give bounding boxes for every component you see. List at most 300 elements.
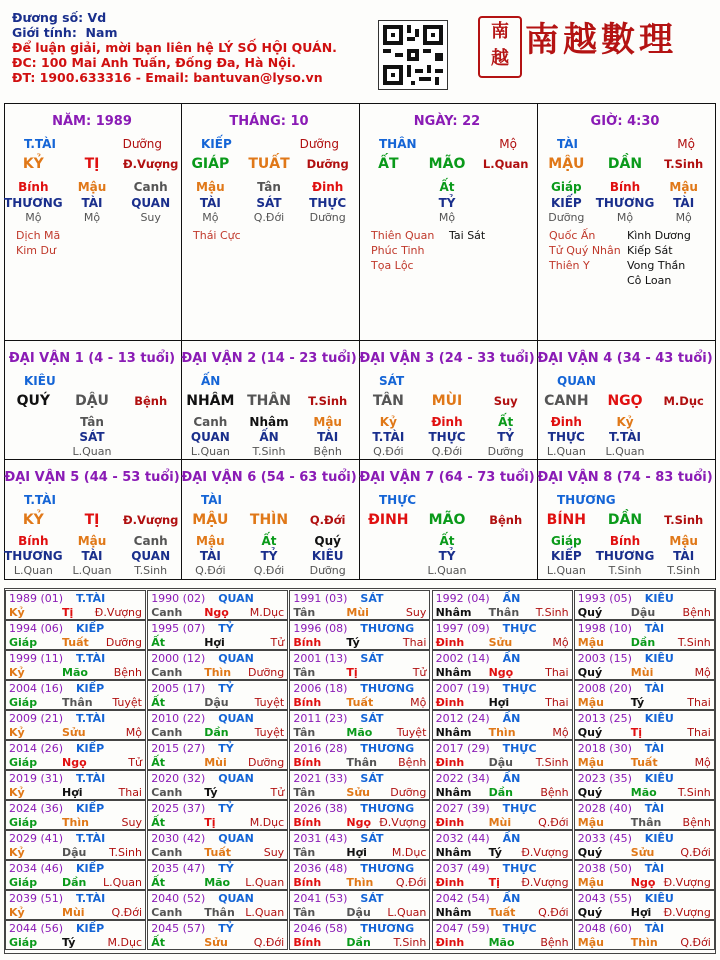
hidden-h2-0 xyxy=(359,195,418,211)
year-state: Đ.Vượng xyxy=(663,876,711,889)
hidden-h3-1: L.Quan xyxy=(72,564,112,577)
year-stem: Quý xyxy=(577,666,603,679)
hidden-row-h3 xyxy=(181,563,357,579)
year-cell xyxy=(432,710,573,740)
year-cell xyxy=(289,680,430,710)
hidden-h1-1: Tân xyxy=(80,415,104,429)
dai-van-6 xyxy=(181,460,357,578)
year-ten-god: TỶ xyxy=(218,922,234,935)
year-ten-god: THƯƠNG xyxy=(360,862,415,875)
hidden-h2-0: QUAN xyxy=(190,430,230,444)
dai-van-ten-god: ẤN xyxy=(201,374,221,388)
year-cell xyxy=(289,770,430,800)
contact-invite: Để luận giải, mời bạn liên hệ LÝ SỐ HỘI QUÁN. xyxy=(12,40,337,55)
dai-van-7 xyxy=(359,460,535,578)
year-cell xyxy=(574,800,715,830)
hidden-h2-2 xyxy=(476,195,535,211)
year-ten-god: KIÊU xyxy=(644,892,674,905)
year-branch: Mùi xyxy=(488,816,512,829)
year-ten-god: TÀI xyxy=(644,862,665,875)
year-cell xyxy=(574,740,715,770)
dai-van-1 xyxy=(4,341,180,459)
dai-van-main-row xyxy=(537,512,713,528)
dai-van-title: ĐẠI VẬN 2 (14 - 23 tuổi) xyxy=(181,351,357,366)
year-cell xyxy=(147,800,288,830)
year-state: Q.Đới xyxy=(538,816,569,829)
year-label: 2035 (47) xyxy=(151,862,206,875)
year-cell xyxy=(432,860,573,890)
hidden-row-h3 xyxy=(181,210,357,226)
hidden-h1-0: Bính xyxy=(18,534,49,548)
year-state: Q.Đới xyxy=(538,906,569,919)
hidden-row-h1 xyxy=(181,179,357,195)
year-branch: Sửu xyxy=(630,846,655,859)
hidden-row-h2 xyxy=(537,548,713,564)
year-label: 1999 (11) xyxy=(9,652,64,665)
heavenly-stem: CANH xyxy=(544,393,589,409)
year-state: Mộ xyxy=(552,636,569,649)
pillar-top-state: Mộ xyxy=(677,137,695,151)
year-stem: Mậu xyxy=(577,696,604,709)
year-stem: Giáp xyxy=(9,636,38,649)
year-state: Thai xyxy=(687,696,711,709)
hidden-h3-1: Mộ xyxy=(616,211,634,224)
year-state: T.Sinh xyxy=(109,846,142,859)
year-cell xyxy=(432,650,573,680)
hidden-h2-1: ẤN xyxy=(259,430,279,444)
hidden-row-h1 xyxy=(181,414,357,430)
hidden-row-h2 xyxy=(537,429,713,445)
year-label: 2021 (33) xyxy=(293,772,348,785)
hidden-h3-0: Dưỡng xyxy=(548,211,585,224)
hidden-h1-2: Ất xyxy=(498,415,514,429)
star-left: Kim Dư xyxy=(16,244,56,257)
hidden-h1-2 xyxy=(476,179,535,195)
year-stem: Đinh xyxy=(435,756,465,769)
hidden-h2-0 xyxy=(359,548,418,564)
year-state: Bệnh xyxy=(113,666,142,679)
hidden-row-h3 xyxy=(181,444,357,460)
dai-van-title: ĐẠI VẬN 5 (44 - 53 tuổi) xyxy=(4,470,180,485)
year-cell xyxy=(574,650,715,680)
hidden-h1-0: Canh xyxy=(193,415,228,429)
year-label: 1989 (01) xyxy=(9,592,64,605)
year-ten-god: SÁT xyxy=(360,832,384,845)
hidden-h1-0 xyxy=(4,414,63,430)
year-cell xyxy=(147,830,288,860)
year-cell xyxy=(147,620,288,650)
hidden-h3-2 xyxy=(476,210,535,226)
year-state: Dưỡng xyxy=(248,666,285,679)
year-state: T.Sinh xyxy=(677,636,711,649)
year-branch: Thân xyxy=(630,816,662,829)
year-branch: Thân xyxy=(204,906,235,919)
year-label: 2006 (18) xyxy=(293,682,348,695)
pillar-0 xyxy=(4,104,180,339)
hidden-h3-0: L.Quan xyxy=(13,564,53,577)
year-cell xyxy=(5,920,146,950)
pillar-top-state: Mộ xyxy=(499,137,517,151)
year-label: 2038 (50) xyxy=(577,862,632,875)
dai-van-title: ĐẠI VẬN 4 (34 - 43 tuổi) xyxy=(537,351,713,366)
year-stem: Tân xyxy=(293,906,316,919)
year-cell xyxy=(147,860,288,890)
dai-van-main-row xyxy=(359,512,535,528)
hidden-h3-0: L.Quan xyxy=(546,445,586,458)
year-branch: Tuất xyxy=(204,846,231,859)
year-state: Tử xyxy=(270,786,285,799)
year-ten-god: THƯƠNG xyxy=(360,802,415,815)
hidden-row-h3 xyxy=(4,563,180,579)
year-ten-god: T.TÀI xyxy=(76,592,106,605)
hidden-row-h2 xyxy=(359,548,535,564)
year-ten-god: THƯƠNG xyxy=(360,922,415,935)
year-stem: Tân xyxy=(293,606,316,619)
hidden-h1-1: Bính xyxy=(609,180,641,194)
star-left: Quốc Ấn xyxy=(549,229,596,242)
dai-van-ten-god: QUAN xyxy=(557,374,596,388)
year-state: Đ.Vượng xyxy=(94,606,142,619)
hidden-h1-0 xyxy=(359,533,418,549)
year-stem: Mậu xyxy=(577,636,604,649)
year-label: 2019 (31) xyxy=(9,772,64,785)
hidden-h3-2: Dưỡng xyxy=(309,211,346,224)
year-ten-god: T.TÀI xyxy=(76,832,106,845)
year-ten-god: THỰC xyxy=(502,682,537,695)
heavenly-stem: MẬU xyxy=(192,512,229,528)
year-ten-god: KIÊU xyxy=(644,592,674,605)
hidden-h2-0: TÀI xyxy=(199,196,221,210)
branch-state: Q.Đới xyxy=(309,513,346,527)
year-branch: Tý xyxy=(204,786,218,799)
year-cell xyxy=(289,590,430,620)
star-left: Thiên Quan xyxy=(371,229,435,242)
hidden-h2-2: TÀI xyxy=(317,430,339,444)
year-label: 2000 (12) xyxy=(151,652,206,665)
hidden-h2-2 xyxy=(476,548,535,564)
year-cell xyxy=(147,590,288,620)
hidden-row-h1 xyxy=(4,179,180,195)
phone-email: ĐT: 1900.633316 - Email: bantuvan@lyso.vn xyxy=(12,70,323,85)
hidden-row-h2 xyxy=(359,429,535,445)
dai-van-main-row xyxy=(4,393,180,409)
year-ten-god: KIẾP xyxy=(76,742,105,755)
year-cell xyxy=(574,680,715,710)
year-stem: Đinh xyxy=(435,936,465,949)
year-cell xyxy=(289,740,430,770)
year-branch: Tý xyxy=(630,696,645,709)
year-branch: Hợi xyxy=(488,696,510,709)
year-label: 2024 (36) xyxy=(9,802,64,815)
hidden-row-h1 xyxy=(4,414,180,430)
pillar-top-state: Dưỡng xyxy=(299,137,339,151)
hidden-row-h3 xyxy=(359,210,535,226)
year-branch: Sửu xyxy=(204,936,228,949)
year-state: Suy xyxy=(405,606,427,619)
year-state: Q.Đới xyxy=(680,846,711,859)
hidden-h1-1: Đinh xyxy=(431,415,463,429)
star-left: Phúc Tinh xyxy=(371,244,425,257)
year-branch: Thìn xyxy=(630,936,658,949)
year-ten-god: THỰC xyxy=(502,622,537,635)
year-stem: Nhâm xyxy=(435,906,472,919)
year-label: 1993 (05) xyxy=(577,592,632,605)
dai-van-title: ĐẠI VẬN 6 (54 - 63 tuổi) xyxy=(181,470,357,485)
year-label: 2043 (55) xyxy=(577,892,632,905)
dai-van-title: ĐẠI VẬN 3 (24 - 33 tuổi) xyxy=(359,351,535,366)
hidden-h1-2: Mậu xyxy=(669,180,698,194)
year-label: 2041 (53) xyxy=(293,892,348,905)
year-state: Dưỡng xyxy=(105,636,142,649)
earthly-branch: THÂN xyxy=(247,393,291,409)
hidden-row-h3 xyxy=(537,210,713,226)
earthly-branch: TỊ xyxy=(84,156,100,172)
year-cell xyxy=(432,740,573,770)
year-cell xyxy=(432,800,573,830)
year-state: Suy xyxy=(121,816,142,829)
year-stem: Quý xyxy=(577,726,603,739)
year-label: 2005 (17) xyxy=(151,682,206,695)
year-branch: Thân xyxy=(62,696,93,709)
year-state: M.Dục xyxy=(249,816,285,829)
hidden-h2-1: TỶ xyxy=(438,196,456,210)
pillar-title: NĂM: 1989 xyxy=(52,114,132,129)
year-ten-god: ẤN xyxy=(502,892,521,905)
heavenly-stem: ĐINH xyxy=(368,512,409,528)
year-label: 2047 (59) xyxy=(435,922,490,935)
year-cell xyxy=(5,740,146,770)
year-ten-god: SÁT xyxy=(360,712,384,725)
star-right: Vong Thần xyxy=(627,259,686,272)
year-ten-god: KIẾP xyxy=(76,862,105,875)
year-state: Thai xyxy=(545,666,569,679)
year-cell xyxy=(574,920,715,950)
earthly-branch: MÃO xyxy=(428,512,466,528)
year-ten-god: T.TÀI xyxy=(76,772,106,785)
year-label: 2012 (24) xyxy=(435,712,490,725)
year-state: Thai xyxy=(687,726,711,739)
hidden-h2-2: TÀI xyxy=(673,196,695,210)
year-ten-god: TÀI xyxy=(644,622,665,635)
year-branch: Thìn xyxy=(346,876,374,889)
hidden-row-h3 xyxy=(537,563,713,579)
year-stem: Ất xyxy=(151,756,165,769)
year-label: 2037 (49) xyxy=(435,862,490,875)
year-branch: Hợi xyxy=(204,636,225,649)
year-state: T.Sinh xyxy=(393,936,427,949)
year-ten-god: KIẾP xyxy=(76,682,105,695)
dai-van-ten-god: T.TÀI xyxy=(24,493,56,507)
year-stem: Giáp xyxy=(9,696,38,709)
year-stem: Mậu xyxy=(577,876,604,889)
hidden-h3-1: T.Sinh xyxy=(608,564,642,577)
year-cell xyxy=(147,740,288,770)
hidden-h2-0: TÀI xyxy=(199,549,221,563)
year-label: 2034 (46) xyxy=(9,862,64,875)
pillar-ten-god: KIẾP xyxy=(201,137,232,151)
year-branch: Tị xyxy=(204,816,216,829)
year-cell xyxy=(289,920,430,950)
year-ten-god: TÀI xyxy=(644,682,665,695)
year-ten-god: SÁT xyxy=(360,892,384,905)
year-ten-god: QUAN xyxy=(218,652,254,665)
hidden-h1-2: Quý xyxy=(314,534,341,548)
star-left: Thái Cực xyxy=(193,229,241,242)
year-ten-god: QUAN xyxy=(218,712,254,725)
year-state: Tuyệt xyxy=(396,726,427,739)
pillar-ten-god: TÀI xyxy=(557,137,579,151)
year-stem: Giáp xyxy=(9,876,38,889)
year-branch: Dậu xyxy=(62,846,87,859)
year-branch: Tị xyxy=(488,876,500,889)
hidden-h3-0 xyxy=(359,563,418,579)
year-branch: Ngọ xyxy=(346,816,372,829)
year-state: Bệnh xyxy=(682,816,711,829)
year-label: 2015 (27) xyxy=(151,742,206,755)
year-stem: Mậu xyxy=(577,816,604,829)
branch-state: Đ.Vượng xyxy=(122,157,179,171)
year-branch: Mùi xyxy=(346,606,369,619)
year-stem: Ất xyxy=(151,816,165,829)
dai-van-main-row xyxy=(4,512,180,528)
heavenly-stem: ẤT xyxy=(378,156,399,172)
hidden-h3-0 xyxy=(359,210,418,226)
year-label: 1994 (06) xyxy=(9,622,64,635)
year-branch: Hợi xyxy=(630,906,652,919)
hidden-h3-2: Bệnh xyxy=(313,445,342,458)
hidden-h2-0: T.TÀI xyxy=(372,430,405,444)
year-cell xyxy=(5,800,146,830)
branch-state: Bệnh xyxy=(134,394,168,408)
year-state: Đ.Vượng xyxy=(521,846,569,859)
year-stem: Nhâm xyxy=(435,786,472,799)
year-ten-god: T.TÀI xyxy=(76,892,106,905)
hidden-h2-2: TÀI xyxy=(673,549,695,563)
year-stem: Nhâm xyxy=(435,726,472,739)
year-ten-god: TÀI xyxy=(644,742,665,755)
year-cell xyxy=(432,770,573,800)
year-stem: Canh xyxy=(151,786,183,799)
hidden-h2-0: THƯƠNG xyxy=(4,549,63,563)
year-cell xyxy=(147,710,288,740)
hidden-h3-1: Mộ xyxy=(83,211,101,224)
year-cell xyxy=(574,590,715,620)
year-cell xyxy=(5,710,146,740)
year-state: Thai xyxy=(402,636,427,649)
year-state: Tử xyxy=(270,636,285,649)
year-ten-god: THỰC xyxy=(502,862,537,875)
year-label: 2003 (15) xyxy=(577,652,632,665)
year-branch: Tý xyxy=(62,936,76,949)
year-stem: Bính xyxy=(293,636,322,649)
branch-state: M.Dục xyxy=(663,394,704,408)
year-branch: Thìn xyxy=(488,726,516,739)
year-state: Suy xyxy=(263,846,285,859)
year-cell xyxy=(5,830,146,860)
star-right: Kình Dương xyxy=(627,229,691,242)
dai-van-2 xyxy=(181,341,357,459)
hidden-h1-0: Kỷ xyxy=(379,415,397,429)
year-state: T.Sinh xyxy=(535,756,569,769)
hidden-h1-0: Giáp xyxy=(551,180,582,194)
hidden-h1-0: Giáp xyxy=(551,534,582,548)
heavenly-stem: KỶ xyxy=(22,156,44,172)
year-label: 2040 (52) xyxy=(151,892,206,905)
red-seal-stamp: 南 越 xyxy=(478,16,522,78)
hidden-h3-0: Q.Đới xyxy=(373,445,404,458)
year-branch: Ngọ xyxy=(630,876,656,889)
year-state: Đ.Vượng xyxy=(663,906,711,919)
year-label: 2013 (25) xyxy=(577,712,632,725)
year-state: Tuyệt xyxy=(254,696,285,709)
year-label: 2045 (57) xyxy=(151,922,206,935)
hidden-h3-1: T.Sinh xyxy=(252,445,286,458)
hidden-row-h1 xyxy=(537,414,713,430)
year-cell xyxy=(574,620,715,650)
year-stem: Kỷ xyxy=(9,606,25,619)
year-state: Dưỡng xyxy=(390,786,427,799)
hidden-h2-1: TÀI xyxy=(81,549,103,563)
hidden-h2-0 xyxy=(4,429,63,445)
year-cell xyxy=(5,860,146,890)
year-stem: Quý xyxy=(577,786,603,799)
year-ten-god: SÁT xyxy=(360,592,384,605)
year-branch: Thân xyxy=(488,606,520,619)
qr-code-icon xyxy=(378,20,448,90)
year-state: T.Sinh xyxy=(677,786,711,799)
hidden-h2-0: THƯƠNG xyxy=(4,196,63,210)
hidden-row-h1 xyxy=(359,533,535,549)
year-ten-god: SÁT xyxy=(360,652,384,665)
earthly-branch: DẦN xyxy=(607,512,643,528)
branch-state: Suy xyxy=(493,394,518,408)
dai-van-ten-god: THƯƠNG xyxy=(557,493,616,507)
earthly-branch: MÃO xyxy=(428,156,466,172)
year-label: 2033 (45) xyxy=(577,832,632,845)
year-branch: Ngọ xyxy=(488,666,514,679)
hidden-h1-2: Mậu xyxy=(313,415,342,429)
year-cell xyxy=(147,650,288,680)
dai-van-main-row xyxy=(181,512,357,528)
year-label: 1995 (07) xyxy=(151,622,206,635)
year-state: Bệnh xyxy=(398,756,427,769)
year-stem: Quý xyxy=(577,906,603,919)
hidden-h3-2 xyxy=(476,563,535,579)
year-ten-god: ẤN xyxy=(502,712,521,725)
branch-state: L.Quan xyxy=(482,157,529,171)
year-branch: Mão xyxy=(630,786,657,799)
year-state: L.Quan xyxy=(103,876,142,889)
year-label: 2036 (48) xyxy=(293,862,348,875)
branch-state: T.Sinh xyxy=(664,157,704,171)
year-label: 2004 (16) xyxy=(9,682,64,695)
year-stem: Kỷ xyxy=(9,846,25,859)
year-ten-god: KIẾP xyxy=(76,802,105,815)
year-branch: Sửu xyxy=(346,786,370,799)
hidden-row-h1 xyxy=(359,414,535,430)
owner-name: Đương số: Vd xyxy=(12,10,107,25)
year-branch: Ngọ xyxy=(204,606,229,619)
hidden-h3-1: Q.Đới xyxy=(253,211,285,224)
year-label: 2030 (42) xyxy=(151,832,206,845)
year-label: 2010 (22) xyxy=(151,712,206,725)
year-ten-god: TỶ xyxy=(218,682,234,695)
pillar-1 xyxy=(181,104,357,339)
year-state: Bệnh xyxy=(682,606,711,619)
year-cell xyxy=(574,710,715,740)
year-cell xyxy=(289,860,430,890)
year-branch: Mùi xyxy=(62,906,85,919)
